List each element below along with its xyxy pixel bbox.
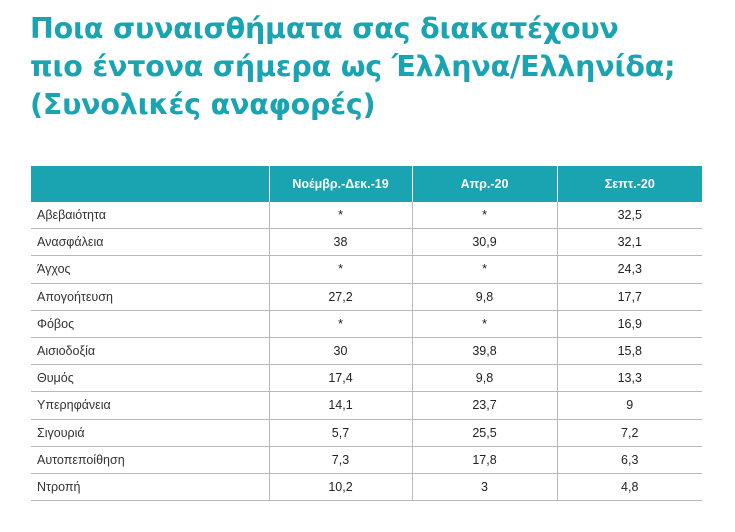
table-cell: 14,1 [269,392,412,419]
table-cell: * [412,256,557,283]
table-cell: 39,8 [412,337,557,364]
table-row [31,446,702,473]
table-row [31,337,702,364]
table-row [31,229,702,256]
table-cell: 13,3 [557,365,702,392]
table-cell: * [269,256,412,283]
table-cell: 17,8 [412,446,557,473]
table-cell: 7,2 [557,419,702,446]
table-row [31,365,702,392]
table-cell: 23,7 [412,392,557,419]
table-cell: 3 [412,473,557,500]
table-cell: 10,2 [269,473,412,500]
table-cell: 6,3 [557,446,702,473]
table-cell: 15,8 [557,337,702,364]
row-label: Αισιοδοξία [31,337,269,364]
chart-title [30,10,720,124]
table-row [31,202,702,229]
table-header-row [31,166,702,202]
table-cell: * [412,202,557,229]
table-cell: 30,9 [412,229,557,256]
row-label: Ντροπή [31,473,269,500]
title-line-3: (Συνολικές αναφορές) [30,88,376,121]
row-label: Σιγουριά [31,419,269,446]
table-cell: 17,7 [557,283,702,310]
table-cell: 7,3 [269,446,412,473]
row-label: Θυμός [31,365,269,392]
table-cell: 32,1 [557,229,702,256]
table-cell: * [269,310,412,337]
header-cell-apr-20: Απρ.-20 [412,166,557,202]
header-cell-sep-20: Σεπτ.-20 [557,166,702,202]
table-cell: 38 [269,229,412,256]
table-cell: 17,4 [269,365,412,392]
table-row [31,419,702,446]
data-table [31,166,702,501]
table-cell: 24,3 [557,256,702,283]
table-cell: 9,8 [412,365,557,392]
row-label: Άγχος [31,256,269,283]
table-cell: 16,9 [557,310,702,337]
table-cell: 32,5 [557,202,702,229]
table-cell: * [269,202,412,229]
header-cell-nov-dec-19: Νοέμβρ.-Δεκ.-19 [269,166,412,202]
table-row [31,283,702,310]
title-line-2: πιο έντονα σήμερα ως Έλληνα/Ελληνίδα; [30,50,676,83]
row-label: Απογοήτευση [31,283,269,310]
row-label: Αυτοπεποίθηση [31,446,269,473]
row-label: Αβεβαιότητα [31,202,269,229]
table-cell: 27,2 [269,283,412,310]
title-line-1: Ποια συναισθήματα σας διακατέχουν [30,12,619,45]
table-cell: 4,8 [557,473,702,500]
table-row [31,310,702,337]
row-label: Φόβος [31,310,269,337]
header-cell-label [31,166,269,202]
table-row [31,392,702,419]
table-cell: 5,7 [269,419,412,446]
table-row [31,473,702,500]
table-cell: 9 [557,392,702,419]
table-cell: 25,5 [412,419,557,446]
table-cell: 30 [269,337,412,364]
table-row [31,256,702,283]
row-label: Ανασφάλεια [31,229,269,256]
table-cell: * [412,310,557,337]
table-cell: 9,8 [412,283,557,310]
row-label: Υπερηφάνεια [31,392,269,419]
table-body [31,202,702,501]
